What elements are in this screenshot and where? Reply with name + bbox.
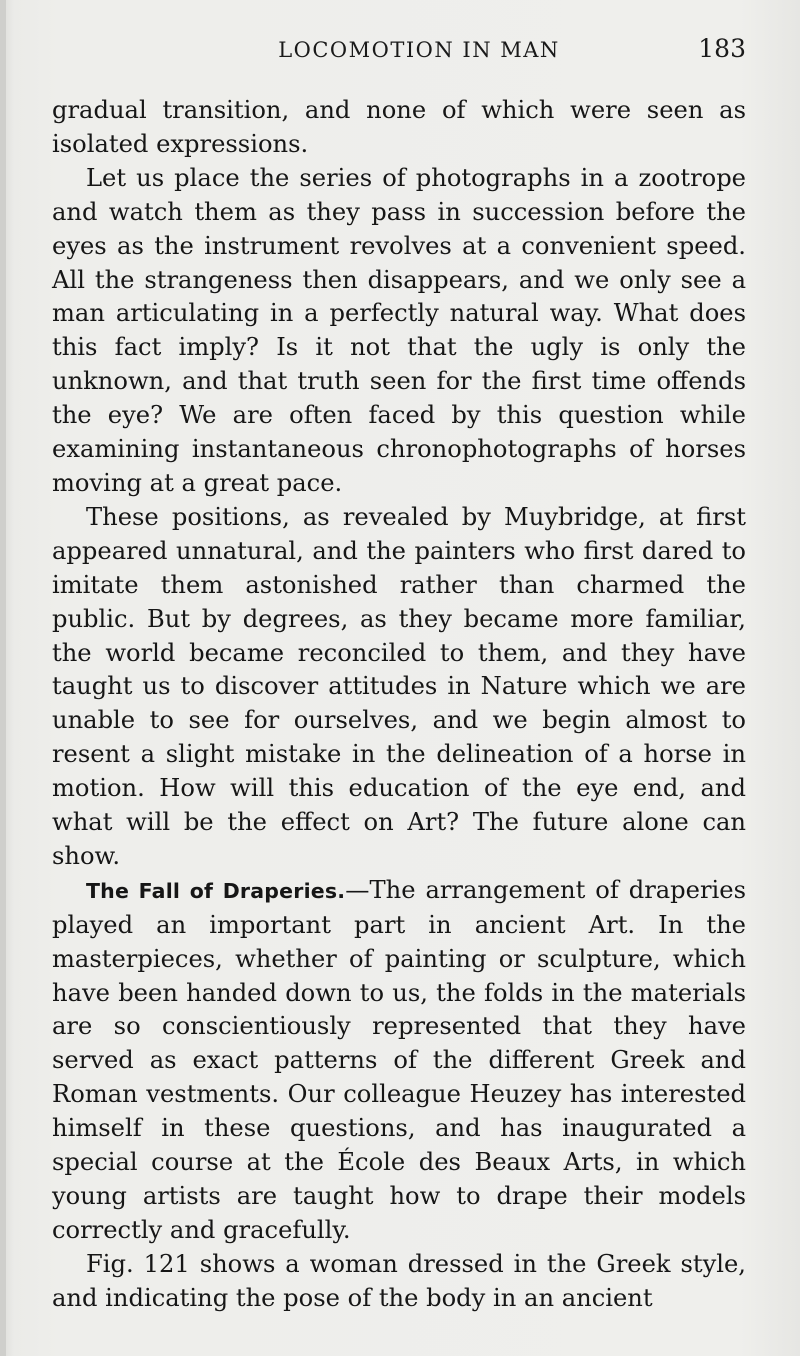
running-head: LOCOMOTION IN MAN	[278, 38, 560, 62]
page-header	[52, 32, 746, 72]
paragraph-text: Let us place the series of photographs in a zootrope and watch them as they pass in succession before the eyes as the instrument revolves at a convenient speed. All the strangeness then disappears, and we only see a man articulating in a perfectly natural way. What does this fact imply? Is it not that the ugly is only the unknown, and that truth seen for the first time offends the eye? We are often faced by this question while examining instantaneous chronophotographs of horses moving at a great pace.	[52, 163, 746, 497]
body-text	[52, 94, 746, 1316]
paragraph-zootrope	[52, 162, 746, 501]
section-heading: The Fall of Draperies.	[86, 878, 346, 903]
paragraph-text: —The arrangement of draperies played an important part in ancient Art. In the masterpieces, whether of painting or sculpture, which have been handed down to us, the folds in the materials are so conscientiously represented that they have served as exact patterns of the different Greek and Roman vestments. Our colleague Heuzey has interested himself in these questions, and has inaugurated a special course at the École des Beaux Arts, in which young artists are taught how to drape their models correctly and gracefully.	[52, 875, 746, 1244]
paragraph-muybridge	[52, 501, 746, 874]
paragraph-text: gradual transition, and none of which were seen as isolated expressions.	[52, 96, 746, 158]
paragraph-continuation	[52, 94, 746, 162]
paragraph-text: These positions, as revealed by Muybridge, at first appeared unnatural, and the painters who first dared to imitate them astonished rather than charmed the public. But by degrees, as they became more familiar, the world became reconciled to them, and they have taught us to discover attitudes in Nature which we are unable to see for ourselves, and we begin almost to resent a slight mistake in the delineation of a horse in motion. How will this education of the eye end, and what will be the effect on Art? The future alone can show.	[52, 502, 746, 870]
paragraph-fig-121	[52, 1248, 746, 1316]
paragraph-text: Fig. 121 shows a woman dressed in the Greek style, and indicating the pose of the body in an ancient	[52, 1249, 746, 1312]
paragraph-fall-of-draperies	[52, 874, 746, 1248]
page-number: 183	[698, 34, 746, 63]
